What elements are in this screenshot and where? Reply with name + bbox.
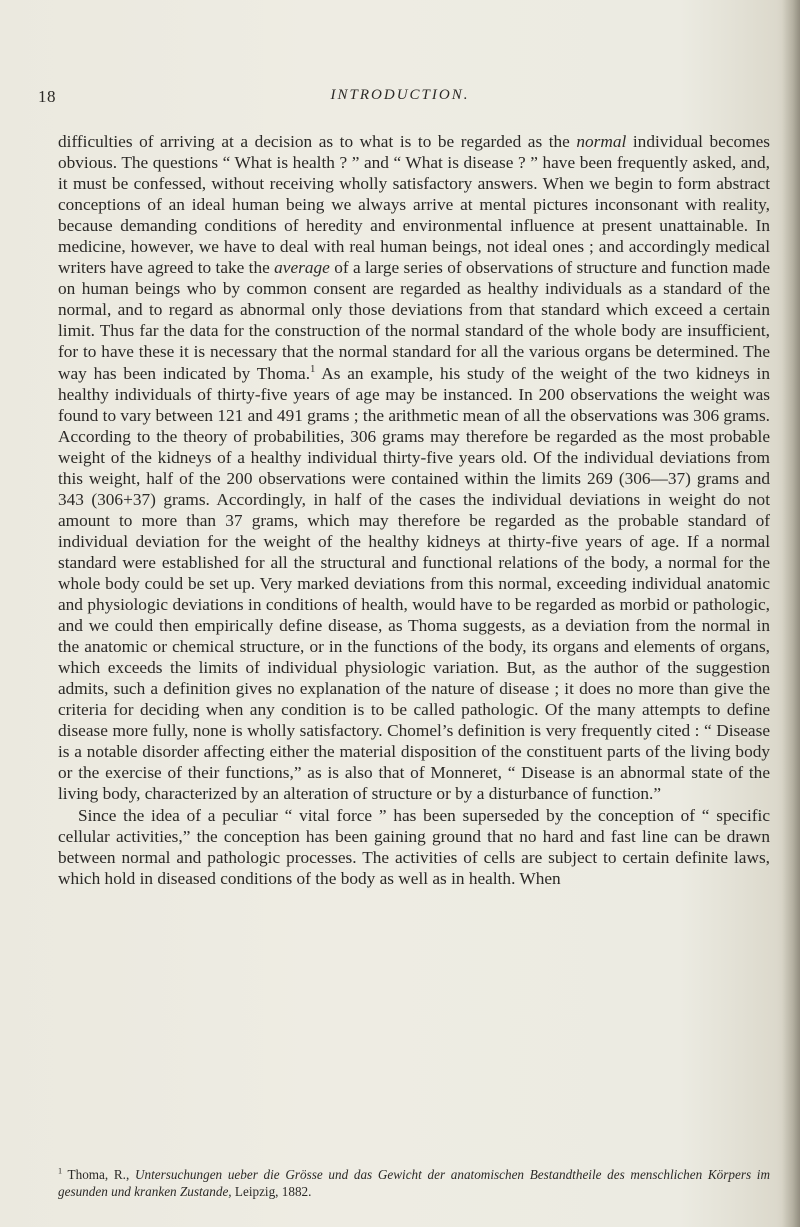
page-edge-shadow [782, 0, 800, 1227]
footnote-author: Thoma, R., [62, 1167, 135, 1182]
page-number: 18 [38, 87, 56, 106]
running-head: INTRODUCTION. [330, 87, 470, 103]
footnote-reference: 1 [310, 362, 316, 375]
paragraph-2: Since the idea of a peculiar “ vital force ” has been superseded by the conception of “ specific cellular activities,” the conception has been gaining ground that no hard and fast line can be drawn between normal and pathologic processes. The activities of cells are subject to certain definite laws, which hold in diseased conditions of the body as well as in health. When [58, 805, 770, 888]
footnote-marker: 1 [58, 1166, 63, 1176]
footnote [58, 1166, 770, 1200]
paragraph-1-emphasis-normal: normal [576, 132, 627, 151]
paragraph-1-emphasis-average: average [274, 258, 330, 278]
paragraph-1-part-d: As an example, his study of the weight of the two kidneys in healthy individuals of thirty-five years of age may be instanced. In 200 observations the weight was found to vary between 121 and 491 grams ; the arithmetic mean of all the observations was 306 grams. According to the theory of probabilities, 306 grams may therefore be regarded as the most probable weight of the kidneys of a healthy individual thirty-five years old. Of the individual deviations from this weight, half of the 200 observations were contained within the limits 269 (306—37) grams and 343 (306+37) grams. Accordingly, in half of the cases the individual deviations in weight do not amount to more than 37 grams, which may therefore be regarded as the probable standard of individual deviation for the weight of the healthy kidneys at thirty-five years of age. If a normal standard were established for all the structural and functional relations of the body, a normal for the whole body could be set up. Very marked deviations from this normal, exceeding individual anatomic and physiologic deviations in conditions of health, would have to be regarded as morbid or pathologic, and we could then empirically define disease, as Thoma suggests, as a deviation from the normal in the anatomic or chemical structure, or in the functions of the body, its organs and elements of organs, which exceeds the limits of individual physiologic variation. But, as the author of the suggestion admits, such a definition gives no explanation of the nature of disease ; it does no more than give the criteria for deciding when any condition is to be called pathologic. Of the many attempts to define disease more fully, none is wholly satisfactory. Chomel’s definition is very frequently cited : “ Disease is a notable disorder affecting either the material disposition of the constituent parts of the living body or the exercise of their functions,” as is also that of Monneret, “ Disease is an abnormal state of the living body, characterized by an alteration of structure or by a disturbance of function.” [58, 363, 770, 804]
paragraph-1-part-a: difficulties of arriving at a decision as to what is to be regarded as the [58, 132, 577, 151]
paragraph-1-part-b: individual becomes obvious. The questions “ What is health ? ” and “ What is disease ? ” have been frequently asked, and, it must be confessed, without receiving wholly satisfactory answers. When we begin to form abstract conceptions of an ideal human being we always arrive at mental pictures inconsonant with reality, because demanding conditions of heredity and environmental influence at present unattainable. In medicine, however, we have to deal with real human beings, not ideal ones ; and accordingly medical writers have agreed to take the [58, 132, 770, 278]
paragraph-1 [58, 131, 770, 805]
body-text [58, 131, 770, 889]
page-header [0, 87, 800, 111]
footnote-place: Leipzig, 1882. [231, 1184, 312, 1199]
footnote-title: Untersuchungen ueber die Grösse und das Gewicht der anatomischen Bestandtheile des menschlichen Körpers im gesunden und kranken Zustande, [58, 1167, 770, 1199]
paragraph-1-part-c: of a large series of observations of structure and function made on human beings who by common consent are regarded as healthy individuals as a standard of the normal, and to regard as abnormal only those deviations from that standard which exceed a certain limit. Thus far the data for the construction of the normal standard of the whole body are insufficient, for to have these it is necessary that the normal standard for all the various organs be determined. The way has been indicated by Thoma. [58, 258, 770, 383]
